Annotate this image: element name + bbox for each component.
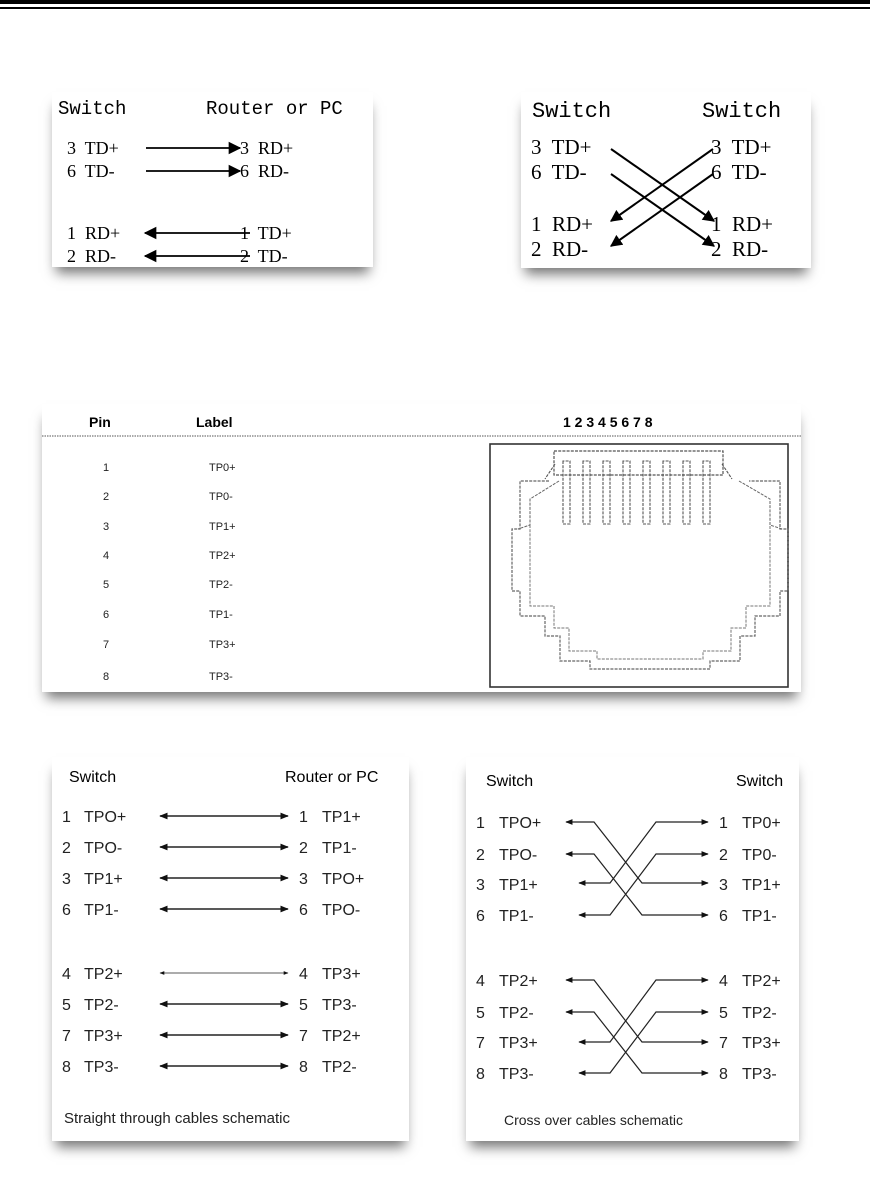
- left-pin-label: TPO+: [499, 815, 542, 832]
- right-pin-label: TP1+: [742, 877, 781, 894]
- left-label: 2 RD-: [531, 237, 589, 261]
- right-pin-label: TP1-: [322, 840, 357, 857]
- left-pin-number: 6: [62, 902, 71, 919]
- pin-label: TP3+: [209, 639, 236, 651]
- left-label: 3 TD+: [531, 135, 592, 159]
- right-pin-label: TP3-: [742, 1066, 777, 1083]
- left-pin-number: 8: [62, 1059, 71, 1076]
- left-pin-label: TPO-: [499, 847, 538, 864]
- left-label: 1 RD+: [531, 212, 594, 236]
- crossover-td-rd-diagram: [521, 92, 811, 268]
- left-pin-label: TP1-: [84, 902, 119, 919]
- right-pin-number: 5: [299, 997, 308, 1014]
- pin-label: TP2+: [209, 550, 236, 562]
- left-pin-number: 1: [62, 809, 71, 826]
- right-pin-number: 2: [719, 847, 728, 864]
- left-label: 6 TD-: [531, 160, 587, 184]
- right-pin-label: TPO-: [322, 902, 361, 919]
- right-pin-number: 4: [719, 973, 728, 990]
- left-label: 2 RD-: [67, 246, 116, 266]
- right-label: 1 TD+: [240, 223, 292, 243]
- pin-label: TP1+: [209, 521, 236, 533]
- left-pin-label: TPO-: [84, 840, 123, 857]
- right-pin-number: 7: [719, 1035, 728, 1052]
- left-pin-label: TP3+: [499, 1035, 538, 1052]
- left-pin-label: TPO+: [84, 809, 127, 826]
- right-pin-label: TP1-: [742, 908, 777, 925]
- panel-straight-through-schematic: [52, 757, 409, 1141]
- header-rule-thin: [0, 7, 870, 9]
- left-header: Switch: [69, 769, 117, 786]
- right-label: 6 TD-: [711, 160, 767, 184]
- schematic-caption: Cross over cables schematic: [504, 1112, 683, 1128]
- pin-number: 7: [103, 639, 110, 651]
- left-pin-number: 2: [62, 840, 71, 857]
- right-pin-number: 6: [719, 908, 728, 925]
- pin-number: 8: [103, 671, 110, 683]
- left-header: Switch: [532, 99, 612, 124]
- rj45-connector-drawing: [490, 444, 788, 687]
- right-label: 2 RD-: [711, 237, 769, 261]
- left-pin-number: 7: [62, 1028, 71, 1045]
- right-pin-number: 3: [299, 871, 308, 888]
- straight-through-schematic: [52, 757, 409, 1141]
- panel-rj45-pinout: [42, 404, 801, 692]
- straight-td-rd-diagram: [52, 92, 373, 267]
- right-header: Switch: [702, 99, 782, 124]
- left-pin-label: TP2-: [84, 997, 119, 1014]
- panel-crossover-td-rd: [521, 92, 811, 268]
- right-pin-number: 5: [719, 1005, 728, 1022]
- pin-number: 4: [103, 550, 110, 562]
- cross-wire: [579, 980, 708, 1042]
- right-pin-number: 8: [299, 1059, 308, 1076]
- right-header: Router or PC: [206, 98, 343, 120]
- right-pin-number: 3: [719, 877, 728, 894]
- pin-label: TP0+: [209, 462, 236, 474]
- schematic-caption: Straight through cables schematic: [64, 1110, 290, 1127]
- left-pin-number: 4: [62, 966, 71, 983]
- right-pin-label: TP2+: [322, 1028, 361, 1045]
- left-pin-label: TP3-: [84, 1059, 119, 1076]
- right-pin-label: TP1+: [322, 809, 361, 826]
- left-pin-number: 4: [476, 973, 485, 990]
- left-pin-label: TP1+: [84, 871, 123, 888]
- right-pin-label: TP3+: [742, 1035, 781, 1052]
- left-pin-label: TP1+: [499, 877, 538, 894]
- right-label: 1 RD+: [711, 212, 774, 236]
- left-pin-number: 5: [476, 1005, 485, 1022]
- right-pin-number: 1: [299, 809, 308, 826]
- panel-straight-td-rd: [52, 92, 373, 267]
- column-header-label: Label: [196, 414, 233, 430]
- right-pin-label: TP0-: [742, 847, 777, 864]
- right-pin-number: 6: [299, 902, 308, 919]
- rj45-pinout-diagram: [42, 404, 801, 692]
- right-label: 6 RD-: [240, 161, 289, 181]
- cross-wire: [579, 854, 708, 915]
- left-pin-label: TP3-: [499, 1066, 534, 1083]
- left-pin-label: TP2+: [84, 966, 123, 983]
- column-header-pin: Pin: [89, 414, 111, 430]
- left-pin-number: 8: [476, 1066, 485, 1083]
- right-pin-label: TP0+: [742, 815, 781, 832]
- crossover-schematic: [466, 757, 799, 1141]
- cross-wire: [566, 822, 686, 883]
- left-pin-number: 7: [476, 1035, 485, 1052]
- right-pin-number: 4: [299, 966, 308, 983]
- pin-number: 5: [103, 579, 110, 591]
- pin-label: TP2-: [209, 579, 233, 591]
- pin-number: 6: [103, 609, 110, 621]
- right-pin-label: TPO+: [322, 871, 365, 888]
- right-pin-label: TP2-: [322, 1059, 357, 1076]
- header-rule-thick: [0, 0, 870, 4]
- pin-label: TP0-: [209, 491, 233, 503]
- left-pin-label: TP2-: [499, 1005, 534, 1022]
- right-pin-label: TP2+: [742, 973, 781, 990]
- pin-label: TP3-: [209, 671, 233, 683]
- right-pin-number: 8: [719, 1066, 728, 1083]
- cross-wire: [566, 980, 686, 1042]
- pin-label: TP1-: [209, 609, 233, 621]
- right-label: 3 RD+: [240, 138, 294, 158]
- right-pin-number: 2: [299, 840, 308, 857]
- panel-crossover-schematic: [466, 757, 799, 1141]
- right-label: 3 TD+: [711, 135, 772, 159]
- left-pin-number: 1: [476, 815, 485, 832]
- left-label: 3 TD+: [67, 138, 119, 158]
- left-label: 1 RD+: [67, 223, 121, 243]
- left-pin-label: TP1-: [499, 908, 534, 925]
- pin-number: 3: [103, 521, 110, 533]
- right-pin-label: TP2-: [742, 1005, 777, 1022]
- pin-number: 2: [103, 491, 110, 503]
- right-header: Switch: [736, 773, 784, 790]
- right-pin-label: TP3+: [322, 966, 361, 983]
- left-pin-number: 3: [62, 871, 71, 888]
- left-pin-number: 6: [476, 908, 485, 925]
- left-pin-number: 5: [62, 997, 71, 1014]
- right-pin-number: 1: [719, 815, 728, 832]
- cross-wire: [579, 822, 708, 883]
- right-pin-number: 7: [299, 1028, 308, 1045]
- left-header: Switch: [486, 773, 534, 790]
- connector-pin-numbers: 1 2 3 4 5 6 7 8: [563, 414, 653, 430]
- right-header: Router or PC: [285, 769, 379, 786]
- left-pin-label: TP2+: [499, 973, 538, 990]
- pin-number: 1: [103, 462, 110, 474]
- right-label: 2 TD-: [240, 246, 288, 266]
- left-header: Switch: [58, 98, 127, 120]
- left-label: 6 TD-: [67, 161, 115, 181]
- left-pin-label: TP3+: [84, 1028, 123, 1045]
- left-pin-number: 3: [476, 877, 485, 894]
- left-pin-number: 2: [476, 847, 485, 864]
- right-pin-label: TP3-: [322, 997, 357, 1014]
